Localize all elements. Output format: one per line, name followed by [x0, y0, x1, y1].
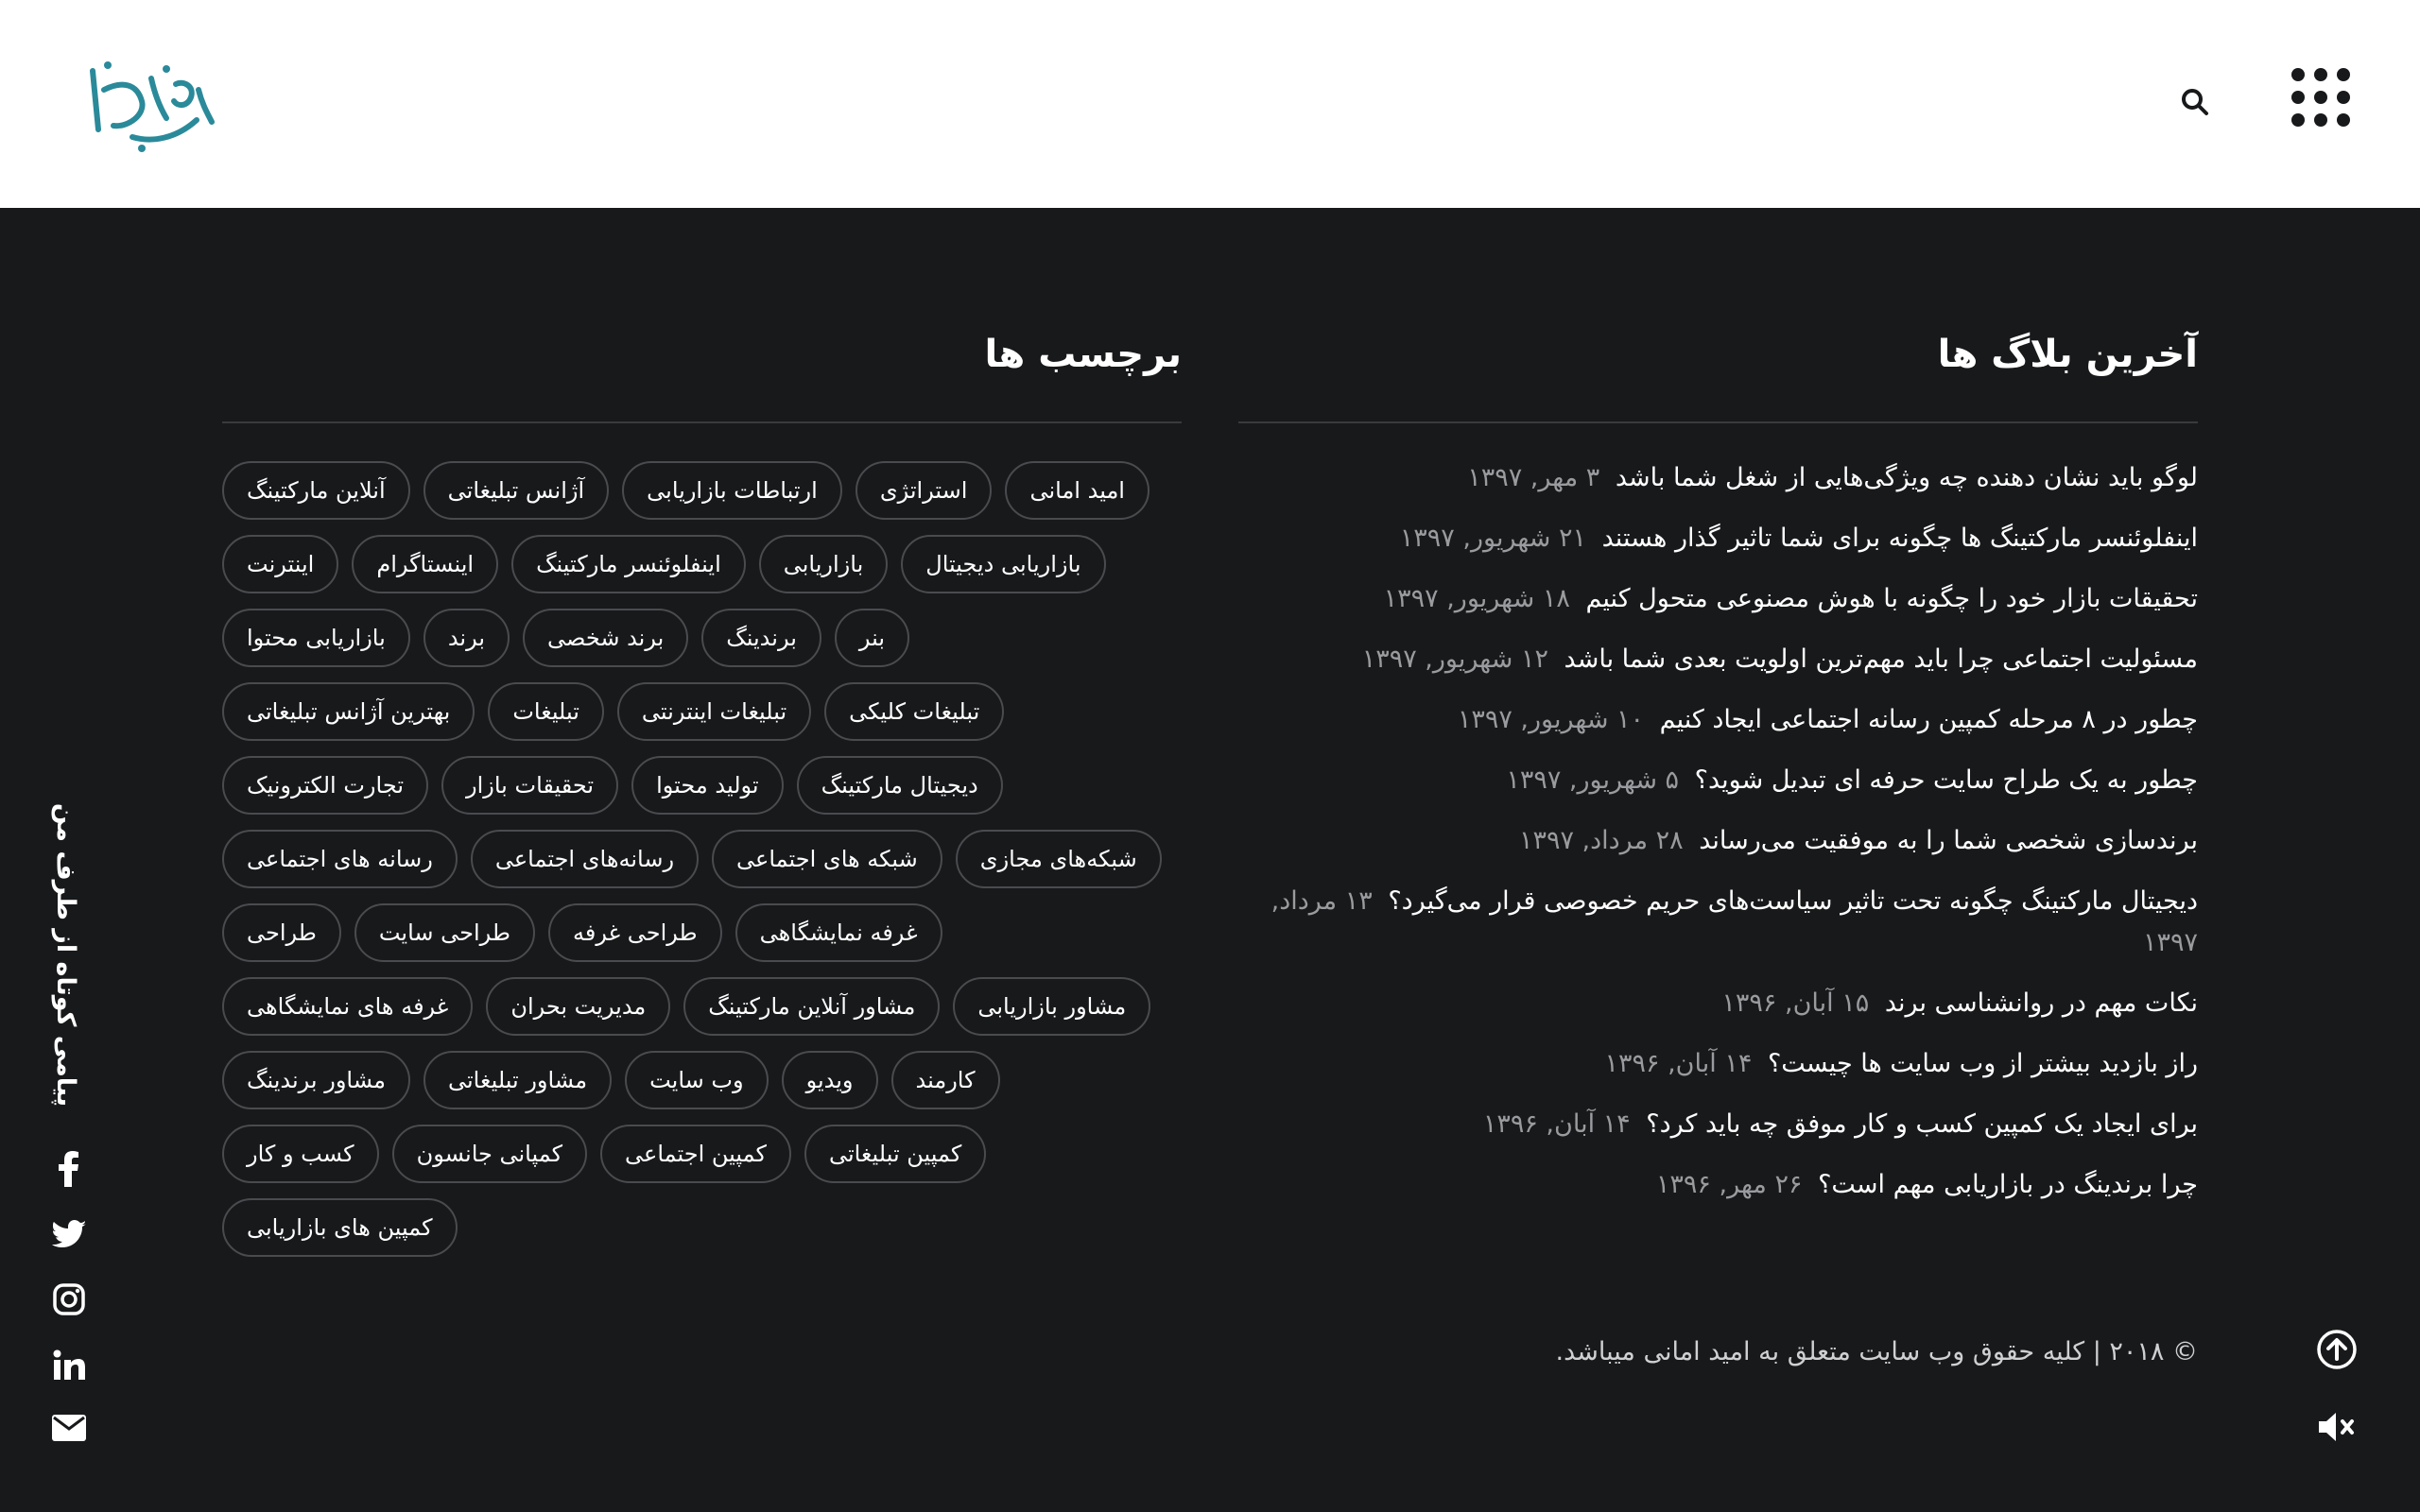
search-icon[interactable] — [2176, 83, 2214, 121]
tag-pill[interactable]: مشاور بازاریابی — [953, 977, 1150, 1036]
tag-pill[interactable]: تولید محتوا — [631, 756, 784, 815]
tag-pill[interactable]: بازاریابی محتوا — [222, 609, 410, 667]
tag-pill[interactable]: تبلیغات کلیکی — [824, 682, 1004, 741]
tag-pill[interactable]: رسانه های اجتماعی — [222, 830, 458, 888]
tag-pill[interactable]: طراحی — [222, 903, 341, 962]
tag-pill[interactable]: ارتباطات بازاریابی — [622, 461, 842, 520]
tag-pill[interactable]: مشاور تبلیغاتی — [424, 1051, 612, 1109]
blog-post-date: ۲۱ شهریور, ۱۳۹۷ — [1399, 524, 1587, 553]
tag-pill[interactable]: دیجیتال مارکتینگ — [797, 756, 1003, 815]
linkedin-icon[interactable] — [47, 1343, 91, 1386]
tag-pill[interactable]: برند — [424, 609, 510, 667]
blog-list-item — [1238, 1043, 2198, 1085]
blog-post-link[interactable]: لوگو باید نشان دهنده چه ویژگی‌هایی از شغل شما باشد — [1615, 463, 2198, 492]
tag-pill[interactable]: وب سایت — [625, 1051, 768, 1109]
blog-list-item — [1238, 881, 2198, 964]
speaker-mute-icon[interactable] — [2312, 1402, 2361, 1452]
site-logo[interactable] — [85, 52, 217, 156]
blog-post-link[interactable]: چرا برندینگ در بازاریابی مهم است؟ — [1818, 1170, 2198, 1199]
blog-post-link[interactable]: نکات مهم در روانشناسی برند — [1884, 988, 2198, 1018]
tag-pill[interactable]: اینترنت — [222, 535, 338, 593]
blog-list-item — [1238, 983, 2198, 1024]
tag-pill[interactable]: کارمند — [891, 1051, 1000, 1109]
tag-pill[interactable]: تبلیغات — [488, 682, 604, 741]
blog-post-link[interactable]: برندسازی شخصی شما را به موفقیت می‌رساند — [1699, 826, 2198, 855]
vertical-message-text: پیامی کوتاه از طرف من — [51, 802, 81, 1107]
tag-pill[interactable]: مدیریت بحران — [486, 977, 670, 1036]
blog-list-item — [1238, 760, 2198, 801]
tag-pill[interactable]: آنلاین مارکتینگ — [222, 461, 410, 520]
tag-pill[interactable]: ویدیو — [782, 1051, 878, 1109]
blogs-divider — [1238, 421, 2198, 423]
blog-post-date: ۵ شهریور, ۱۳۹۷ — [1506, 765, 1680, 795]
tag-pill[interactable]: کمپین تبلیغاتی — [804, 1125, 986, 1183]
tag-pill[interactable]: تبلیغات اینترنتی — [617, 682, 811, 741]
blog-post-date: ۲۸ مرداد, ۱۳۹۷ — [1518, 826, 1684, 855]
tag-pill[interactable]: شبکه‌های مجازی — [956, 830, 1162, 888]
blog-list-item — [1238, 699, 2198, 741]
tag-cloud — [222, 461, 1167, 1257]
blog-post-date: ۱۴ آبان, ۱۳۹۶ — [1604, 1049, 1753, 1078]
blog-list-item — [1238, 639, 2198, 680]
tag-pill[interactable]: کمپین اجتماعی — [600, 1125, 791, 1183]
blog-post-date: ۳ مهر, ۱۳۹۷ — [1467, 463, 1600, 492]
copyright-text: © ۲۰۱۸ | کلیه حقوق وب سایت متعلق به امید امانی میباشد. — [1555, 1337, 2198, 1366]
blog-post-link[interactable]: دیجیتال مارکتینگ چگونه تحت تاثیر سیاست‌های حریم خصوصی قرار می‌گیرد؟ — [1388, 886, 2198, 916]
blog-list-item — [1238, 518, 2198, 559]
blog-post-date: ۱۴ آبان, ۱۳۹۶ — [1482, 1109, 1631, 1139]
facebook-icon[interactable] — [47, 1147, 91, 1191]
tag-pill[interactable]: بهترین آژانس تبلیغاتی — [222, 682, 475, 741]
tag-pill[interactable]: برندینگ — [701, 609, 821, 667]
tag-pill[interactable]: غرفه های نمایشگاهی — [222, 977, 473, 1036]
tag-pill[interactable]: تجارت الکترونیک — [222, 756, 428, 815]
tag-pill[interactable]: آژانس تبلیغاتی — [424, 461, 610, 520]
tag-pill[interactable]: اینفلوئنسر مارکتینگ — [511, 535, 746, 593]
tag-pill[interactable]: استراتژی — [856, 461, 993, 520]
tag-pill[interactable]: شبکه های اجتماعی — [712, 830, 942, 888]
blog-post-link[interactable]: برای ایجاد یک کمپین کسب و کار موفق چه باید کرد؟ — [1646, 1109, 2198, 1139]
twitter-icon[interactable] — [47, 1212, 91, 1256]
tag-pill[interactable]: طراحی غرفه — [548, 903, 722, 962]
tag-pill[interactable]: غرفه نمایشگاهی — [735, 903, 942, 962]
blog-post-link[interactable]: چطور به یک طراح سایت حرفه ای تبدیل شوید؟ — [1694, 765, 2198, 795]
blog-post-date: ۱۳ مرداد, ۱۳۹۷ — [1270, 886, 2198, 957]
blog-post-link[interactable]: چطور در ۸ مرحله کمپین رسانه اجتماعی ایجاد کنیم — [1659, 705, 2198, 734]
tag-pill[interactable]: کسب و کار — [222, 1125, 379, 1183]
blog-post-link[interactable]: راز بازدید بیشتر از وب سایت ها چیست؟ — [1767, 1049, 2198, 1078]
blog-list-item — [1238, 578, 2198, 620]
tag-pill[interactable]: طراحی سایت — [354, 903, 535, 962]
grid-dots-icon[interactable] — [2291, 68, 2350, 127]
tag-pill[interactable]: بازاریابی — [759, 535, 889, 593]
blog-list-item — [1238, 457, 2198, 499]
blog-post-date: ۱۵ آبان, ۱۳۹۶ — [1721, 988, 1870, 1018]
short-message-link[interactable] — [38, 802, 95, 1107]
tag-pill[interactable]: کمپین های بازاریابی — [222, 1198, 458, 1257]
tag-pill[interactable]: مشاور آنلاین مارکتینگ — [683, 977, 940, 1036]
blog-post-link[interactable]: مسئولیت اجتماعی چرا باید مهم‌ترین اولویت بعدی شما باشد — [1564, 644, 2198, 674]
tags-title: برچسب ها — [984, 333, 1182, 376]
tag-pill[interactable]: کمپانی جانسون — [392, 1125, 587, 1183]
blog-list-item — [1238, 820, 2198, 862]
tags-divider — [222, 421, 1182, 423]
site-header — [0, 0, 2420, 208]
blog-post-link[interactable]: اینفلوئنسر مارکتینگ ها چگونه برای شما تاثیر گذار هستند — [1601, 524, 2198, 553]
tag-pill[interactable]: امید امانی — [1005, 461, 1150, 520]
tag-pill[interactable]: اینستاگرام — [352, 535, 498, 593]
blog-post-date: ۱۰ شهریور, ۱۳۹۷ — [1457, 705, 1645, 734]
blog-post-date: ۱۸ شهریور, ۱۳۹۷ — [1383, 584, 1570, 613]
blog-list-item — [1238, 1164, 2198, 1206]
tag-pill[interactable]: رسانه‌های اجتماعی — [471, 830, 699, 888]
arrow-up-circle-icon[interactable] — [2312, 1325, 2361, 1374]
logo-calligraphy — [85, 52, 217, 156]
latest-blogs-title: آخرین بلاگ ها — [1937, 333, 2198, 376]
blog-post-date: ۲۶ مهر, ۱۳۹۶ — [1655, 1170, 1803, 1199]
blog-post-link[interactable]: تحقیقات بازار خود را چگونه با هوش مصنوعی متحول کنیم — [1585, 584, 2198, 613]
tag-pill[interactable]: بازاریابی دیجیتال — [901, 535, 1105, 593]
blog-post-date: ۱۲ شهریور, ۱۳۹۷ — [1361, 644, 1548, 674]
envelope-icon[interactable] — [47, 1406, 91, 1450]
tag-pill[interactable]: برند شخصی — [523, 609, 688, 667]
blog-list-item — [1238, 1104, 2198, 1145]
tag-pill[interactable]: بنر — [835, 609, 909, 667]
latest-blogs-list — [1238, 457, 2198, 1225]
tag-pill[interactable]: تحقیقات بازار — [441, 756, 618, 815]
tag-pill[interactable]: مشاور برندینگ — [222, 1051, 410, 1109]
instagram-icon[interactable] — [47, 1278, 91, 1321]
